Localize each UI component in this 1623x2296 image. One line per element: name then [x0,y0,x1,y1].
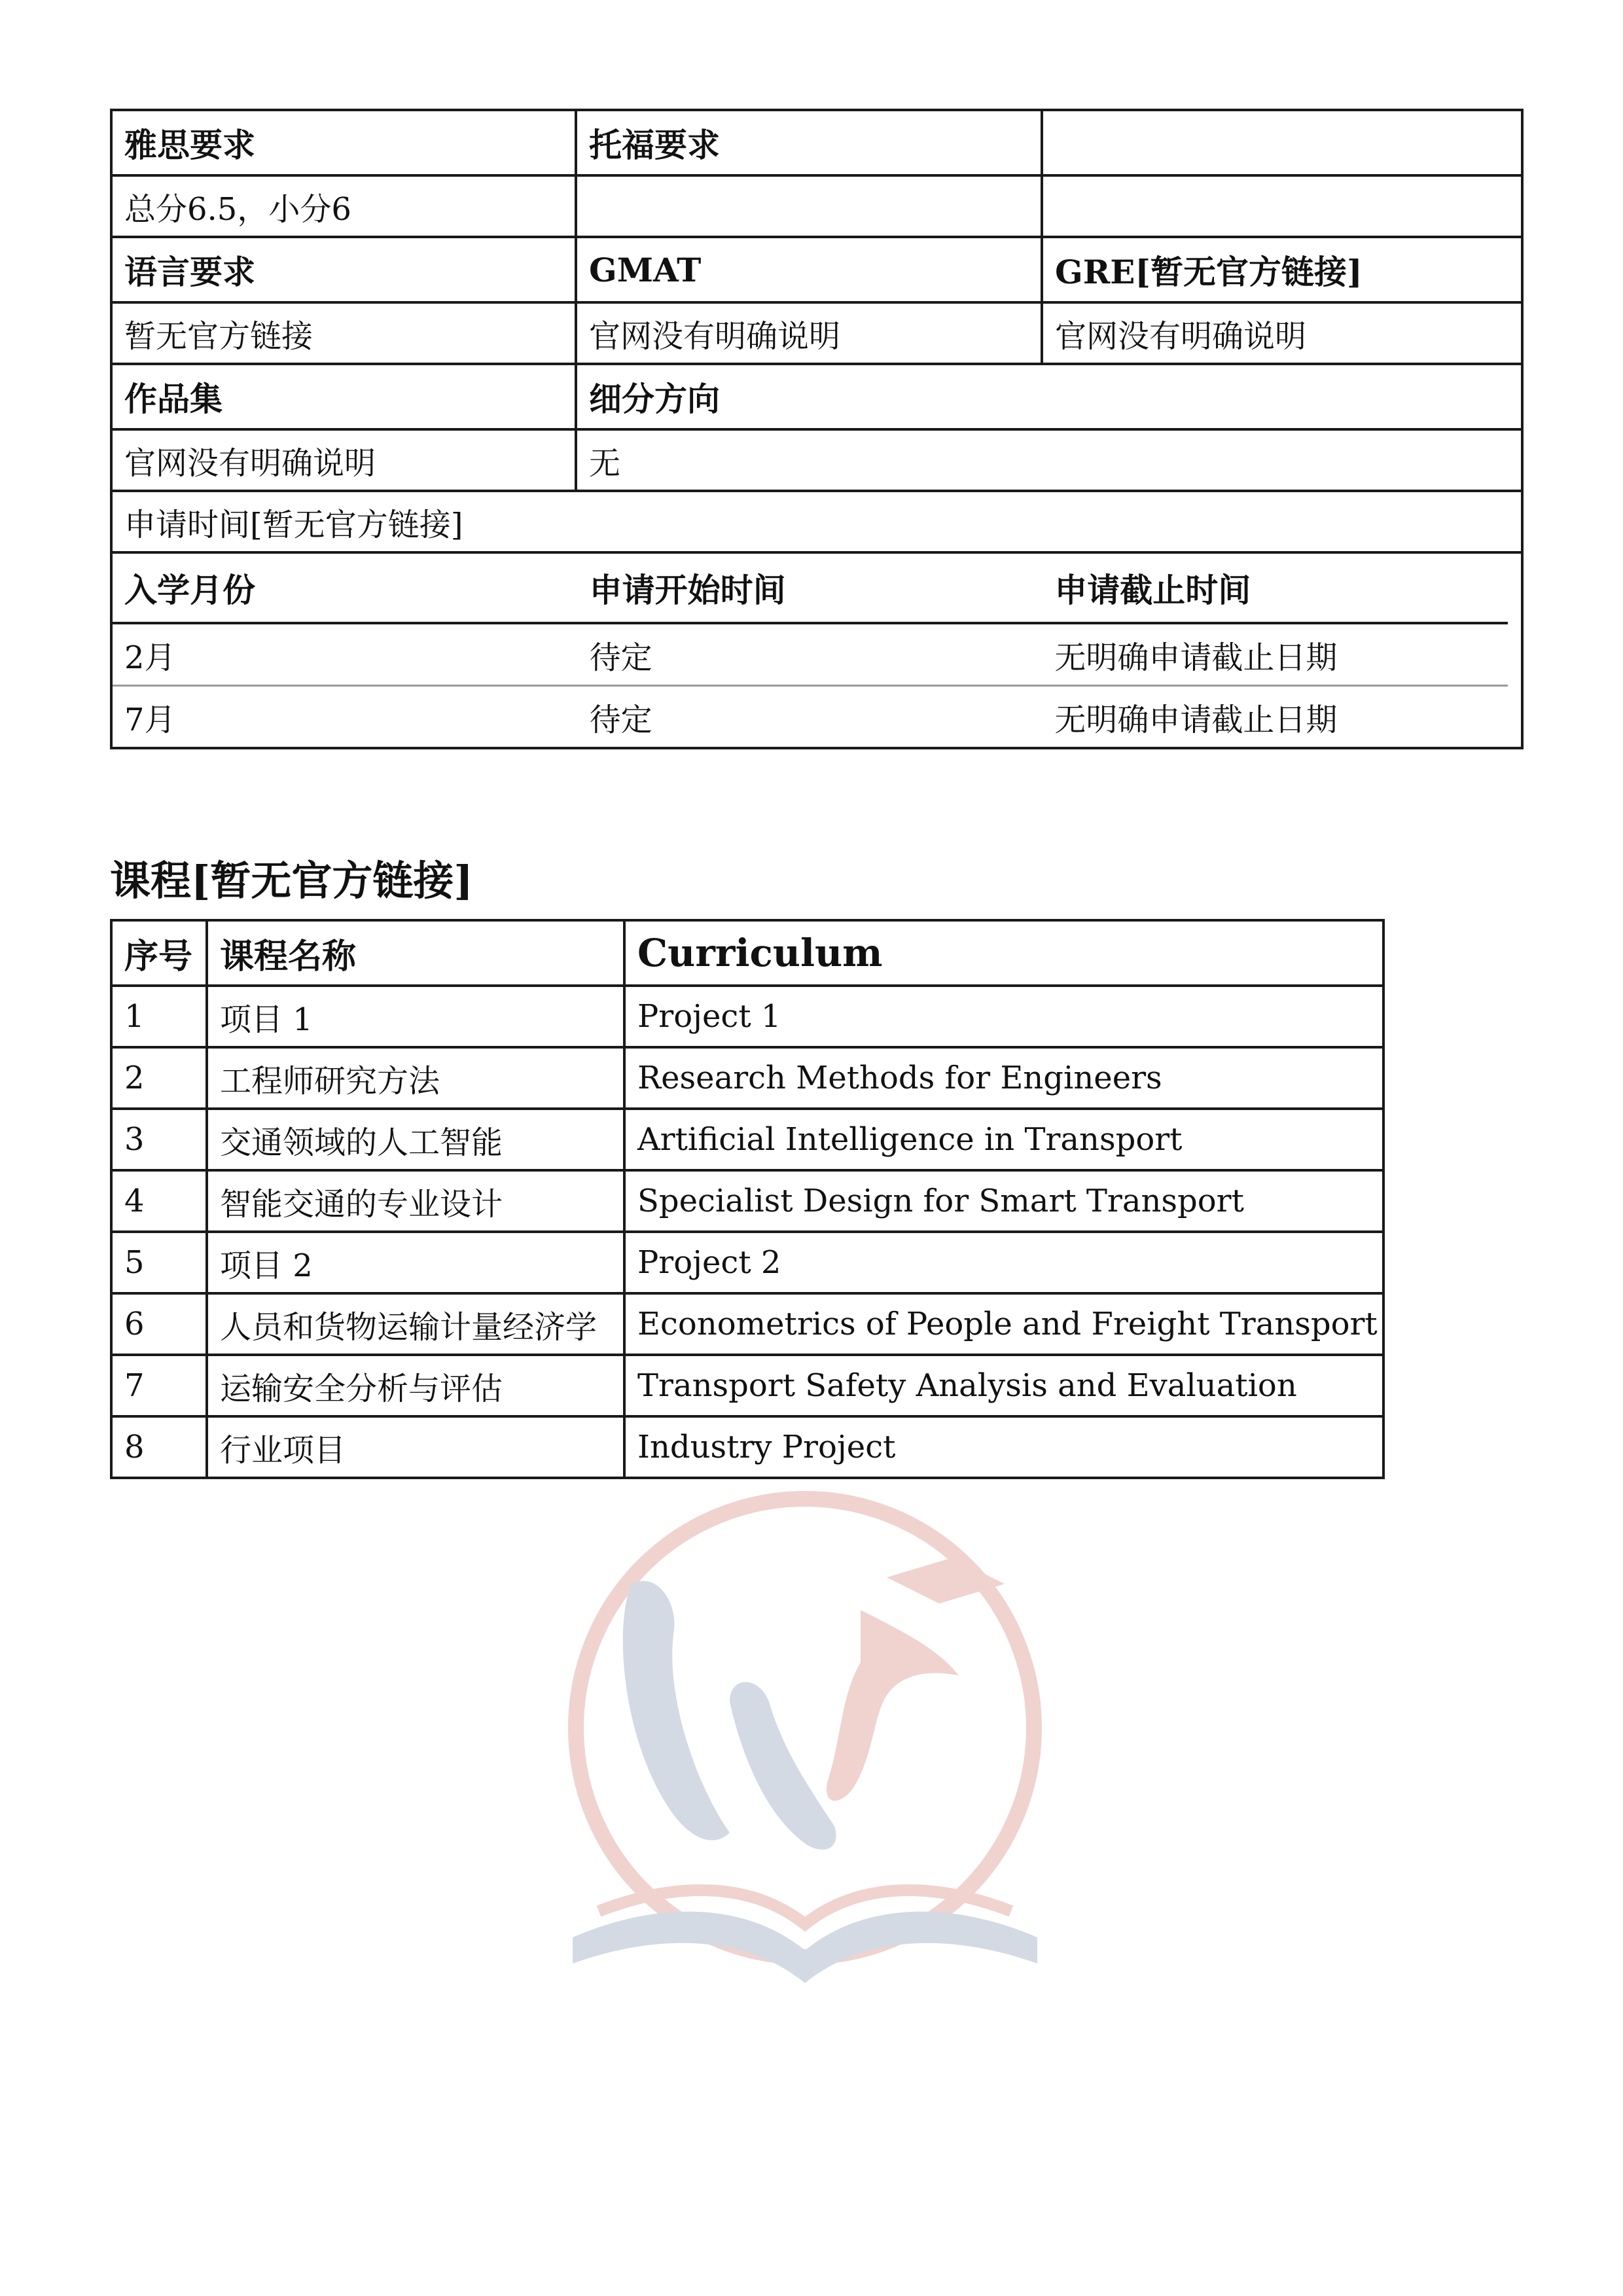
ielts-value: 总分6.5，小分6 [111,175,576,237]
logo-figure [827,1610,959,1801]
intake-month: 7月 [124,701,176,738]
ielts-label: 雅思要求 [111,110,576,175]
course-number: 2 [111,1047,207,1109]
course-name-en: Project 2 [624,1232,1383,1293]
intake-month-header: 入学月份 [113,554,578,623]
curriculum-table [110,919,1385,1479]
course-name-en: Specialist Design for Smart Transport [624,1170,1383,1232]
open-date-header: 申请开始时间 [578,554,1043,623]
logo-left-stroke [623,1581,730,1840]
intake-month: 2月 [113,623,578,686]
empty-cell [1042,110,1522,175]
table-row [111,302,1522,364]
course-name-en: Transport Safety Analysis and Evaluation [624,1355,1383,1416]
course-name-en: Project 1 [624,986,1383,1047]
table-row [111,1047,1383,1109]
gmat-label: GMAT [576,237,1042,302]
course-name-en: Industry Project [624,1416,1383,1478]
course-name-en: Research Methods for Engineers [624,1047,1383,1109]
requirements-table [110,109,1524,749]
timeline-header-row [113,554,1508,623]
specialization-label: 细分方向 [576,364,1522,429]
gre-value: 官网没有明确说明 [1042,302,1522,364]
table-row [111,1170,1383,1232]
table-row [113,623,1508,686]
course-name-header: 课程名称 [207,920,624,986]
course-name-cn: 运输安全分析与评估 [207,1355,624,1416]
gre-label: GRE[暂无官方链接] [1042,237,1522,302]
table-row [111,1109,1383,1170]
course-name-en: Artificial Intelligence in Transport [624,1109,1383,1170]
course-name-cn: 工程师研究方法 [207,1047,624,1109]
open-date: 待定 [589,701,652,738]
open-date: 待定 [578,623,1043,686]
table-row [111,237,1522,302]
portfolio-label: 作品集 [111,364,576,429]
course-name-cn: 行业项目 [207,1416,624,1478]
language-label: 语言要求 [111,237,576,302]
course-number: 4 [111,1170,207,1232]
curriculum-header: Curriculum [624,920,1383,986]
application-time-title: 申请时间[暂无官方链接] [111,491,1522,552]
table-row [111,491,1522,552]
course-number: 6 [111,1293,207,1355]
curriculum-heading: 课程[暂无官方链接] [110,857,473,905]
specialization-value: 无 [576,429,1522,491]
number-header: 序号 [111,920,207,986]
toefl-label: 托福要求 [576,110,1042,175]
course-name-cn: 智能交通的专业设计 [207,1170,624,1232]
table-row [111,1416,1383,1478]
logo-middle-stroke [730,1682,836,1850]
deadline-header: 申请截止时间 [1043,554,1508,623]
course-name-cn: 交通领域的人工智能 [207,1109,624,1170]
deadline: 无明确申请截止日期 [1043,623,1508,686]
graduate-book-logo-icon [533,1479,1077,2022]
curriculum-header-row [111,920,1383,986]
table-row [111,175,1522,237]
table-row [111,1355,1383,1416]
deadline: 无明确申请截止日期 [1054,701,1338,738]
course-number: 3 [111,1109,207,1170]
table-row [111,986,1383,1047]
table-row [111,1293,1383,1355]
course-name-cn: 项目 1 [207,986,624,1047]
course-name-en: Econometrics of People and Freight Transport [624,1293,1383,1355]
course-name-cn: 人员和货物运输计量经济学 [207,1293,624,1355]
language-value: 暂无官方链接 [111,302,576,364]
empty-cell [1042,175,1522,237]
course-number: 7 [111,1355,207,1416]
table-row [113,686,1508,747]
toefl-value [576,175,1042,237]
gmat-value: 官网没有明确说明 [576,302,1042,364]
portfolio-value: 官网没有明确说明 [111,429,576,491]
table-row [111,110,1522,175]
table-row [111,552,1522,748]
course-number: 5 [111,1232,207,1293]
course-number: 8 [111,1416,207,1478]
course-name-cn: 项目 2 [207,1232,624,1293]
table-row [111,429,1522,491]
application-timeline-table [113,554,1508,747]
table-row [111,364,1522,429]
timeline-cell [111,552,1522,748]
course-number: 1 [111,986,207,1047]
table-row [111,1232,1383,1293]
